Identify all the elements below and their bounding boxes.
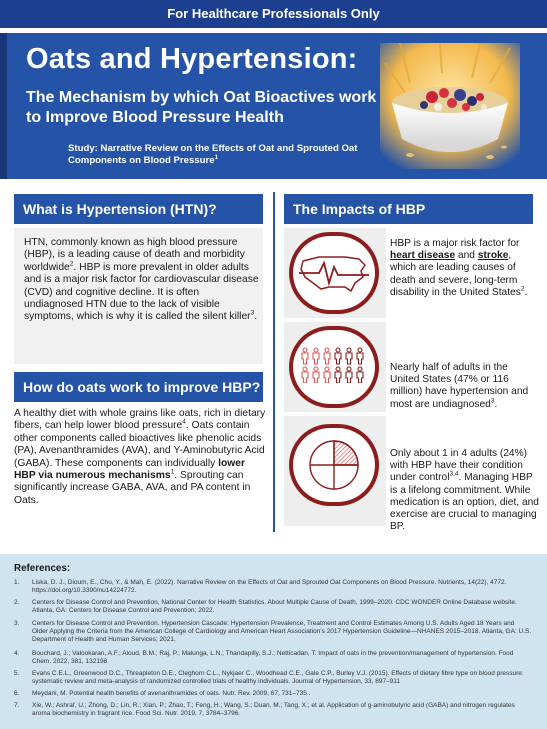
study-citation: Study: Narrative Review on the Effects of Oat and Sprouted Oat Components on Blood Pressure$^1$ <box>68 143 358 166</box>
htn-section-title: What is Hypertension (HTN)? <box>14 194 263 224</box>
impact-text-1: HBP is a major risk factor for heart disease and stroke, which are leading causes of death and severe, long-term disability in the United States$^2$. <box>390 238 528 298</box>
oats-description: A healthy diet with whole grains like oats, rich in dietary fibers, can help lower blood pressure$^4$. Oats contain other components called bioactives like phenolic acids (PA), Avenanthramides (AVA), and Υ-Aminobutyric Acid (GABA). These components can individually lower HBP via numerous mechanisms$^1$. Sprouting can significantly increase GABA, AVA, and PA content in Oats. <box>14 408 266 506</box>
page-title: Oats and Hypertension: <box>26 43 358 75</box>
page-subtitle: The Mechanism by which Oat Bioactives work to Improve Blood Pressure Health <box>26 89 377 126</box>
impact-text-2: Nearly half of adults in the United States (47% or 116 million) have hypertension and most are undiagnosed$^3$. <box>390 362 529 410</box>
htn-description: HTN, commonly known as high blood pressure (HBP), is a leading cause of death and morbidity worldwide$^2$. HBP is more prevalent in older adults and is a major risk factor for cardiovascular disease (CVD) and cognitive decline. It is often undiagnosed HTN due to the lack of visible symptoms, which is why it is called the silent killer$^3$. <box>24 237 259 323</box>
impacts-section-title: The Impacts of HBP <box>284 194 533 224</box>
references-title: References: <box>14 563 71 574</box>
header-stripe <box>0 33 7 179</box>
people-group-icon <box>301 347 367 383</box>
audience-banner: For Healthcare Professionals Only <box>0 0 547 28</box>
oats-section-title: How do oats work to improve HBP? <box>14 372 263 402</box>
quarter-pie-icon <box>307 438 361 492</box>
column-divider <box>273 192 275 532</box>
header-section <box>0 33 547 179</box>
us-map-heartbeat-icon <box>299 251 369 295</box>
references-section: References: 1. Liska, D. J., Dioum, E., Chu, Y., & Mah, E. (2022). Narrative Review on the Effects of Oat and Sprouted Oat Components on Blood Pressure. Nutrients, 14(22), 4772. https://doi.org/10.3390/nu14224772. 2. Centers for Disease Control and Prevention, National Center for Health Statistics. About Multiple Cause of Death, 1999–2020. CDC WONDER Online Database website. Atlanta, GA: Centers for Disease Control and Prevention; 2022. 3. Centers for Disease Control and Prevention. Hypertension Cascade: Hypertension Prevalence, Treatment and Control Estimates Among U.S. Adults Aged 18 Years and Older Applying the Criteria from the American College of Cardiology and American Heart Association’s 2017 Hypertension Guideline—NHANES 2015–2018. Atlanta, GA: U.S. Department of Health and Human Services; 2021. 4. Bouchard, J.; Valookaran, A.F.; Aloud, B.M.; Raj, P.; Malunga, L.N.; Thandapilly, S.J.; Netticadan, T. Impact of oats in the prevention/management of hypertension. Food Chem. 2022, 381, 132198 5. Evans C.E.L., Greenwood D.C., Threapleton D.E., Cleghorn C.L., Nykjaer C., Woodhead C.E., Gale C.P., Burley V.J. (2015). Effects of dietary fibre type on blood pressure: systematic review and meta-analysis of randomized controlled trials of healthy individuals. Journal of Hypertension, 33, 897–911 6. Meydani, M. Potential health benefits of avenanthramides of oats. Nutr. Rev. 2009, 67, 731–735.. 7. Xie, W.; Ashraf, U.; Zhong, D.; Lin, R.; Xian, P.; Zhao, T.; Feng, H.; Wang, S.; Duan, M.; Tang, X.; et al. Application of g-aminobutyric acid (GABA) and nitrogen regulates aroma biochemistry in fragrant rice. Food Sci. Nutr. 2019, 7, 3784–3796. <box>0 554 547 729</box>
impact-text-3: Only about 1 in 4 adults (24%) with HBP have their condition under control$^{3,4}$. Managing HBP is a lifelong commitment. While medication is an option, diet, and exercise are crucial to managing BP. <box>390 448 539 533</box>
oatmeal-bowl-image <box>380 43 520 169</box>
